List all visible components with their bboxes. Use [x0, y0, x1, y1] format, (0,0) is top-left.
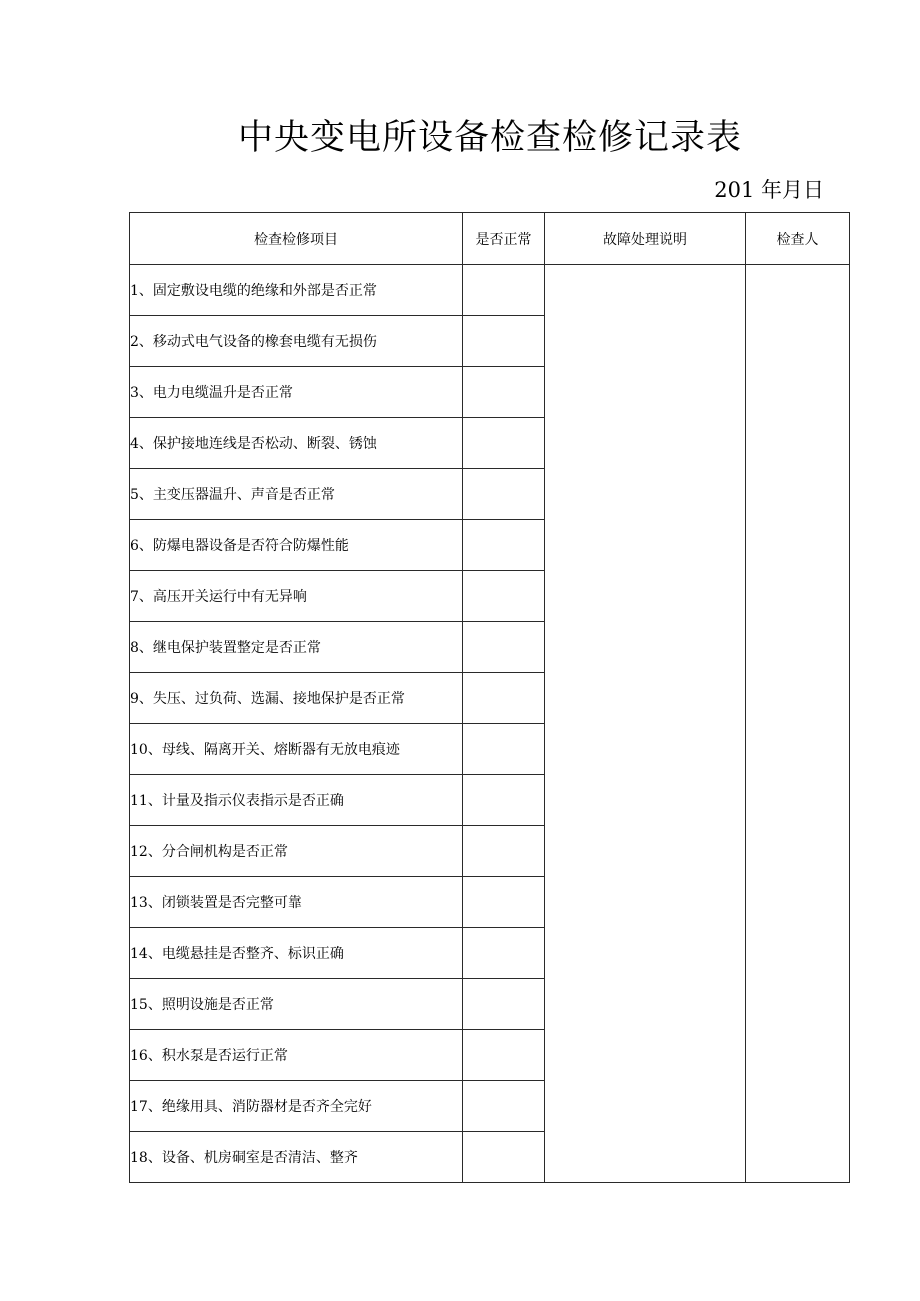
normal-cell[interactable] — [463, 316, 545, 367]
normal-cell[interactable] — [463, 265, 545, 316]
normal-cell[interactable] — [463, 928, 545, 979]
item-cell: 17、绝缘用具、消防器材是否齐全完好 — [130, 1081, 463, 1132]
item-cell: 6、防爆电器设备是否符合防爆性能 — [130, 520, 463, 571]
normal-cell[interactable] — [463, 571, 545, 622]
item-cell: 9、失压、过负荷、选漏、接地保护是否正常 — [130, 673, 463, 724]
item-cell: 14、电缆悬挂是否整齐、标识正确 — [130, 928, 463, 979]
item-cell: 11、计量及指示仪表指示是否正确 — [130, 775, 463, 826]
item-cell: 8、继电保护装置整定是否正常 — [130, 622, 463, 673]
normal-cell[interactable] — [463, 418, 545, 469]
item-cell: 2、移动式电气设备的橡套电缆有无损伤 — [130, 316, 463, 367]
item-cell: 5、主变压器温升、声音是否正常 — [130, 469, 463, 520]
normal-cell[interactable] — [463, 979, 545, 1030]
item-cell: 16、积水泵是否运行正常 — [130, 1030, 463, 1081]
item-cell: 18、设备、机房硐室是否清洁、整齐 — [130, 1132, 463, 1183]
normal-cell[interactable] — [463, 673, 545, 724]
inspection-record-table — [129, 212, 850, 1183]
inspector-cell[interactable] — [746, 265, 850, 1183]
normal-cell[interactable] — [463, 826, 545, 877]
normal-cell[interactable] — [463, 622, 545, 673]
normal-cell[interactable] — [463, 1081, 545, 1132]
normal-cell[interactable] — [463, 367, 545, 418]
normal-cell[interactable] — [463, 520, 545, 571]
header-normal: 是否正常 — [463, 213, 545, 265]
header-inspector: 检查人 — [746, 213, 850, 265]
normal-cell[interactable] — [463, 724, 545, 775]
table-row — [130, 265, 850, 316]
normal-cell[interactable] — [463, 877, 545, 928]
normal-cell[interactable] — [463, 469, 545, 520]
item-cell: 1、固定敷设电缆的绝缘和外部是否正常 — [130, 265, 463, 316]
item-cell: 12、分合闸机构是否正常 — [130, 826, 463, 877]
normal-cell[interactable] — [463, 1030, 545, 1081]
item-cell: 15、照明设施是否正常 — [130, 979, 463, 1030]
item-cell: 4、保护接地连线是否松动、断裂、锈蚀 — [130, 418, 463, 469]
header-item: 检查检修项目 — [130, 213, 463, 265]
page-title: 中央变电所设备检查检修记录表 — [237, 118, 742, 158]
item-cell: 3、电力电缆温升是否正常 — [130, 367, 463, 418]
table-header-row — [130, 213, 850, 265]
date-line: 201 年月日 — [714, 178, 824, 202]
item-cell: 7、高压开关运行中有无异响 — [130, 571, 463, 622]
fault-description-cell[interactable] — [545, 265, 746, 1183]
item-cell: 13、闭锁装置是否完整可靠 — [130, 877, 463, 928]
header-fault-description: 故障处理说明 — [545, 213, 746, 265]
normal-cell[interactable] — [463, 775, 545, 826]
item-cell: 10、母线、隔离开关、熔断器有无放电痕迹 — [130, 724, 463, 775]
normal-cell[interactable] — [463, 1132, 545, 1183]
